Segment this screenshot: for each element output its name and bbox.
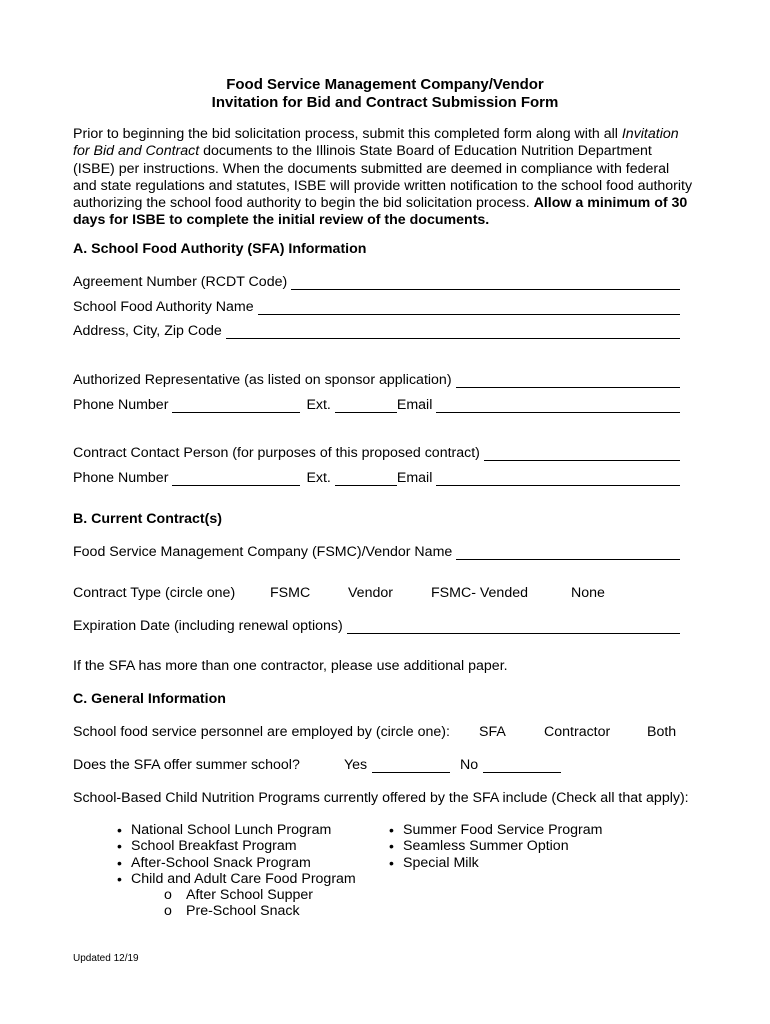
intro-text-2: documents to the Illinois State Board of Education Nutrition Department (ISBE) per instructions. When the documents submitted are deemed in compliance with federal and state regulations and statutes, ISBE will provide written notification to the school food authority authorizing the school food authority to begin the bid solicitation process. [73, 143, 693, 212]
email-input-1[interactable] [436, 400, 680, 413]
programs-sub-list [164, 887, 313, 920]
personnel-option-both[interactable]: Both [647, 724, 677, 740]
section-a-heading: A. School Food Authority (SFA) Information [73, 241, 367, 257]
contract-type-label: Contract Type (circle one) [73, 585, 236, 601]
section-b-heading: B. Current Contract(s) [73, 511, 222, 527]
summer-no-label: No [460, 757, 479, 773]
expiration-label: Expiration Date (including renewal options) [73, 618, 343, 634]
expiration-input[interactable] [347, 621, 680, 634]
phone-input-1[interactable] [172, 400, 300, 413]
ext-input-2[interactable] [335, 473, 397, 486]
fsmc-name-field [73, 544, 680, 560]
intro-paragraph [73, 126, 693, 230]
programs-right-list [389, 822, 602, 871]
contract-type-fsmc-vended[interactable]: FSMC- Vended [431, 585, 528, 601]
summer-yes-input[interactable] [372, 760, 450, 773]
ext-input-1[interactable] [335, 400, 397, 413]
program-after-school-supper[interactable]: o After School Supper [164, 887, 313, 903]
program-special-milk[interactable]: • Special Milk [389, 855, 602, 871]
authorized-rep-label: Authorized Representative (as listed on sponsor application) [73, 372, 452, 388]
summer-no-field [460, 757, 561, 773]
programs-left-list [117, 822, 356, 888]
personnel-option-sfa[interactable]: SFA [479, 724, 506, 740]
phone-label-2: Phone Number [73, 470, 169, 486]
summer-yes-field [344, 757, 450, 773]
ext-label-1: Ext. [306, 397, 331, 413]
address-field [73, 323, 680, 339]
program-after-school-snack[interactable]: • After-School Snack Program [117, 855, 356, 871]
agreement-number-input[interactable] [291, 277, 680, 290]
authorized-rep-input[interactable] [456, 375, 680, 388]
contact-row-1 [73, 397, 680, 413]
contract-contact-input[interactable] [484, 448, 680, 461]
contact-row-2 [73, 470, 680, 486]
program-pre-school-snack[interactable]: o Pre-School Snack [164, 903, 313, 919]
program-child-adult-care-food[interactable]: • Child and Adult Care Food Program [117, 871, 356, 887]
contract-contact-field [73, 445, 680, 461]
summer-yes-label: Yes [344, 757, 368, 773]
program-summer-food-service[interactable]: • Summer Food Service Program [389, 822, 602, 838]
contract-type-none[interactable]: None [571, 585, 605, 601]
personnel-label: School food service personnel are employed by (circle one): [73, 724, 450, 740]
program-national-school-lunch[interactable]: • National School Lunch Program [117, 822, 356, 838]
summer-no-input[interactable] [483, 760, 561, 773]
sfa-name-label: School Food Authority Name [73, 299, 254, 315]
intro-text-1: Prior to beginning the bid solicitation process, submit this completed form along with all [73, 126, 622, 142]
intro-italic: Invitation for Bid and Contract [73, 126, 679, 160]
email-label-1: Email [396, 397, 433, 413]
sfa-name-field [73, 299, 680, 315]
programs-label: School-Based Child Nutrition Programs currently offered by the SFA include (Check all that apply): [73, 790, 689, 806]
form-title-line2: Invitation for Bid and Contract Submission Form [211, 94, 559, 111]
address-label: Address, City, Zip Code [73, 323, 222, 339]
ext-label-2: Ext. [306, 470, 331, 486]
summer-school-label: Does the SFA offer summer school? [73, 757, 300, 773]
contract-type-vendor[interactable]: Vendor [348, 585, 393, 601]
agreement-number-label: Agreement Number (RCDT Code) [73, 274, 288, 290]
email-input-2[interactable] [436, 473, 680, 486]
sfa-name-input[interactable] [258, 302, 680, 315]
expiration-field [73, 618, 680, 634]
agreement-number-field [73, 274, 680, 290]
program-school-breakfast[interactable]: • School Breakfast Program [117, 838, 356, 854]
email-label-2: Email [396, 470, 433, 486]
contract-type-fsmc[interactable]: FSMC [270, 585, 311, 601]
intro-bold: Allow a minimum of 30 days for ISBE to complete the initial review of the documents. [73, 195, 688, 229]
section-c-heading: C. General Information [73, 691, 226, 707]
form-title-line1: Food Service Management Company/Vendor [226, 76, 544, 93]
phone-input-2[interactable] [172, 473, 300, 486]
updated-date: Updated 12/19 [73, 953, 139, 964]
fsmc-name-label: Food Service Management Company (FSMC)/Vendor Name [73, 544, 453, 560]
contract-contact-label: Contract Contact Person (for purposes of this proposed contract) [73, 445, 480, 461]
address-input[interactable] [226, 326, 680, 339]
program-seamless-summer-option[interactable]: • Seamless Summer Option [389, 838, 602, 854]
authorized-rep-field [73, 372, 680, 388]
phone-label-1: Phone Number [73, 397, 169, 413]
multiple-contractor-note: If the SFA has more than one contractor, please use additional paper. [73, 658, 508, 674]
personnel-option-contractor[interactable]: Contractor [544, 724, 611, 740]
fsmc-name-input[interactable] [456, 547, 680, 560]
